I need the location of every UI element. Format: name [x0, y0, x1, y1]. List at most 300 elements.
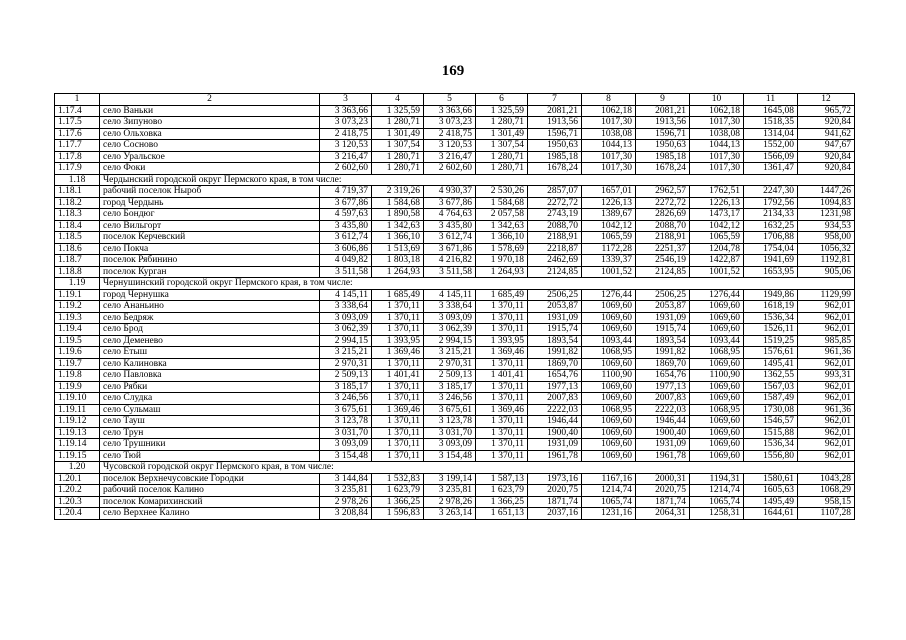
- value-cell: 1042,12: [582, 220, 636, 232]
- table-row: [55, 439, 855, 451]
- value-cell: 1961,78: [528, 450, 582, 462]
- column-header: 11: [744, 94, 798, 106]
- value-cell: 1 370,11: [476, 393, 528, 405]
- value-cell: 3 363,66: [320, 105, 372, 117]
- value-cell: 2007,83: [528, 393, 582, 405]
- value-cell: 993,31: [798, 370, 855, 382]
- value-cell: 1068,95: [582, 347, 636, 359]
- settlement-name: село Калиновка: [100, 358, 320, 370]
- value-cell: 2053,87: [528, 301, 582, 313]
- value-cell: 1 596,83: [372, 508, 424, 520]
- table-row: [55, 312, 855, 324]
- value-cell: 2020,75: [636, 485, 690, 497]
- value-cell: 1941,69: [744, 255, 798, 267]
- value-cell: 1 370,11: [372, 358, 424, 370]
- value-cell: 962,01: [798, 439, 855, 451]
- value-cell: 2462,69: [528, 255, 582, 267]
- row-number: 1.17.6: [55, 128, 100, 140]
- value-cell: 1 325,59: [476, 105, 528, 117]
- value-cell: 1 301,49: [476, 128, 528, 140]
- value-cell: 1314,04: [744, 128, 798, 140]
- value-cell: 2743,19: [528, 209, 582, 221]
- value-cell: 1566,09: [744, 151, 798, 163]
- value-cell: 1017,30: [690, 151, 744, 163]
- value-cell: 1069,60: [582, 427, 636, 439]
- value-cell: 1869,70: [528, 358, 582, 370]
- value-cell: 1214,74: [690, 485, 744, 497]
- value-cell: 1618,19: [744, 301, 798, 313]
- value-cell: 1526,11: [744, 324, 798, 336]
- value-cell: 1 325,59: [372, 105, 424, 117]
- settlement-name: поселок Комарихинский: [100, 496, 320, 508]
- value-cell: 2000,31: [636, 473, 690, 485]
- value-cell: 1017,30: [582, 163, 636, 175]
- value-cell: 1 513,69: [372, 243, 424, 255]
- value-cell: 1645,08: [744, 105, 798, 117]
- settlement-name: село Бедряж: [100, 312, 320, 324]
- value-cell: 1546,57: [744, 416, 798, 428]
- table-row: [55, 335, 855, 347]
- value-cell: 1069,60: [582, 312, 636, 324]
- value-cell: 2 970,31: [320, 358, 372, 370]
- value-cell: 1 370,11: [476, 381, 528, 393]
- value-cell: 1 370,11: [476, 358, 528, 370]
- column-header: 6: [476, 94, 528, 106]
- row-number: 1.19.14: [55, 439, 100, 451]
- value-cell: 2053,87: [636, 301, 690, 313]
- value-cell: 941,62: [798, 128, 855, 140]
- value-cell: 3 062,39: [424, 324, 476, 336]
- value-cell: 2222,03: [528, 404, 582, 416]
- value-cell: 2222,03: [636, 404, 690, 416]
- value-cell: 3 612,74: [424, 232, 476, 244]
- value-cell: 1 280,71: [372, 117, 424, 129]
- value-cell: 958,15: [798, 496, 855, 508]
- table-row: [55, 289, 855, 301]
- table-row: [55, 485, 855, 497]
- value-cell: 947,67: [798, 140, 855, 152]
- settlement-name: село Трушники: [100, 439, 320, 451]
- value-cell: 2 978,26: [320, 496, 372, 508]
- section-number: 1.20: [55, 462, 100, 474]
- row-number: 1.18.5: [55, 232, 100, 244]
- value-cell: 1100,90: [690, 370, 744, 382]
- value-cell: 1 280,71: [476, 163, 528, 175]
- value-cell: 3 215,21: [424, 347, 476, 359]
- value-cell: 1678,24: [636, 163, 690, 175]
- row-number: 1.19.15: [55, 450, 100, 462]
- value-cell: 4 930,37: [424, 186, 476, 198]
- value-cell: 1001,52: [690, 266, 744, 278]
- value-cell: 962,01: [798, 324, 855, 336]
- section-title: Чернушинский городской округ Пермского края, в том числе:: [100, 278, 855, 290]
- table-row: [55, 473, 855, 485]
- value-cell: 2 530,26: [476, 186, 528, 198]
- value-cell: 1 623,79: [372, 485, 424, 497]
- value-cell: 1762,51: [690, 186, 744, 198]
- value-cell: 3 675,61: [320, 404, 372, 416]
- row-number: 1.19.5: [55, 335, 100, 347]
- value-cell: 1069,60: [582, 439, 636, 451]
- value-cell: 1644,61: [744, 508, 798, 520]
- value-cell: 1017,30: [582, 151, 636, 163]
- table-row: [55, 105, 855, 117]
- table-row: [55, 243, 855, 255]
- table-row: [55, 151, 855, 163]
- value-cell: 1001,52: [582, 266, 636, 278]
- value-cell: 3 073,23: [424, 117, 476, 129]
- value-cell: 3 235,81: [424, 485, 476, 497]
- value-cell: 1 584,68: [476, 197, 528, 209]
- value-cell: 1107,28: [798, 508, 855, 520]
- value-cell: 1946,44: [528, 416, 582, 428]
- value-cell: 3 093,09: [424, 312, 476, 324]
- value-cell: 2506,25: [528, 289, 582, 301]
- value-cell: 2962,57: [636, 186, 690, 198]
- value-cell: 2088,70: [636, 220, 690, 232]
- value-cell: 1931,09: [528, 312, 582, 324]
- value-cell: 2251,37: [636, 243, 690, 255]
- value-cell: 1069,60: [690, 439, 744, 451]
- row-number: 1.19.1: [55, 289, 100, 301]
- value-cell: 1 369,46: [476, 347, 528, 359]
- value-cell: 2 970,31: [424, 358, 476, 370]
- column-header: 8: [582, 94, 636, 106]
- value-cell: 1 370,11: [476, 450, 528, 462]
- row-number: 1.20.1: [55, 473, 100, 485]
- value-cell: 4 597,63: [320, 209, 372, 221]
- row-number: 1.19.4: [55, 324, 100, 336]
- table-row: [55, 358, 855, 370]
- settlement-name: село Бондюг: [100, 209, 320, 221]
- value-cell: 2857,07: [528, 186, 582, 198]
- value-cell: 1069,60: [690, 358, 744, 370]
- column-header: 2: [100, 94, 320, 106]
- value-cell: 3 216,47: [424, 151, 476, 163]
- value-cell: 2 509,13: [320, 370, 372, 382]
- value-cell: 958,00: [798, 232, 855, 244]
- value-cell: 1 685,49: [476, 289, 528, 301]
- value-cell: 2134,33: [744, 209, 798, 221]
- value-cell: 3 154,48: [320, 450, 372, 462]
- settlement-name: село Сульмаш: [100, 404, 320, 416]
- settlement-name: село Трун: [100, 427, 320, 439]
- value-cell: 1706,88: [744, 232, 798, 244]
- value-cell: 2020,75: [528, 485, 582, 497]
- value-cell: 1950,63: [636, 140, 690, 152]
- value-cell: 920,84: [798, 117, 855, 129]
- value-cell: 3 606,86: [320, 243, 372, 255]
- value-cell: 1552,00: [744, 140, 798, 152]
- value-cell: 2 418,75: [424, 128, 476, 140]
- table-row: [55, 209, 855, 221]
- value-cell: 2 418,75: [320, 128, 372, 140]
- settlement-name: поселок Верхнечусовские Городки: [100, 473, 320, 485]
- table-row: [55, 266, 855, 278]
- row-number: 1.18.3: [55, 209, 100, 221]
- value-cell: 1069,60: [690, 312, 744, 324]
- settlement-name: село Покча: [100, 243, 320, 255]
- value-cell: 1069,60: [582, 301, 636, 313]
- value-cell: 4 145,11: [424, 289, 476, 301]
- settlement-name: село Фоки: [100, 163, 320, 175]
- settlement-name: город Чернушка: [100, 289, 320, 301]
- value-cell: 1 301,49: [372, 128, 424, 140]
- value-cell: 1 370,11: [476, 312, 528, 324]
- section-number: 1.18: [55, 174, 100, 186]
- value-cell: 1 280,71: [476, 151, 528, 163]
- value-cell: 1977,13: [636, 381, 690, 393]
- value-cell: 1871,74: [528, 496, 582, 508]
- value-cell: 1226,13: [690, 197, 744, 209]
- value-cell: 962,01: [798, 450, 855, 462]
- value-cell: 1226,13: [582, 197, 636, 209]
- value-cell: 1062,18: [582, 105, 636, 117]
- value-cell: 1065,59: [582, 232, 636, 244]
- value-cell: 1556,80: [744, 450, 798, 462]
- value-cell: 3 612,74: [320, 232, 372, 244]
- value-cell: 2 994,15: [320, 335, 372, 347]
- column-header: 3: [320, 94, 372, 106]
- value-cell: 3 363,66: [424, 105, 476, 117]
- settlement-name: село Тюй: [100, 450, 320, 462]
- value-cell: 2 602,60: [424, 163, 476, 175]
- value-cell: 1069,60: [582, 393, 636, 405]
- value-cell: 1194,31: [690, 473, 744, 485]
- value-cell: 962,01: [798, 301, 855, 313]
- value-cell: 1 264,93: [372, 266, 424, 278]
- value-cell: 1068,95: [690, 347, 744, 359]
- value-cell: 962,01: [798, 416, 855, 428]
- table-row: [55, 117, 855, 129]
- settlement-name: поселок Курган: [100, 266, 320, 278]
- value-cell: 1192,81: [798, 255, 855, 267]
- row-number: 1.19.7: [55, 358, 100, 370]
- value-cell: 1 970,18: [476, 255, 528, 267]
- value-cell: 1231,16: [582, 508, 636, 520]
- value-cell: 1 370,11: [476, 416, 528, 428]
- value-cell: 1069,60: [690, 393, 744, 405]
- value-cell: 1 532,83: [372, 473, 424, 485]
- value-cell: 3 208,84: [320, 508, 372, 520]
- table-row: [55, 128, 855, 140]
- value-cell: 2037,16: [528, 508, 582, 520]
- table-row: [55, 450, 855, 462]
- value-cell: 2 602,60: [320, 163, 372, 175]
- value-cell: 4 764,63: [424, 209, 476, 221]
- value-cell: 1 370,11: [476, 439, 528, 451]
- row-number: 1.19.8: [55, 370, 100, 382]
- table-row: [55, 381, 855, 393]
- value-cell: 1069,60: [582, 381, 636, 393]
- row-number: 1.18.8: [55, 266, 100, 278]
- value-cell: 3 154,48: [424, 450, 476, 462]
- value-cell: 1 370,11: [372, 301, 424, 313]
- value-cell: 1 342,63: [372, 220, 424, 232]
- value-cell: 1576,61: [744, 347, 798, 359]
- page-number: 169: [441, 63, 465, 79]
- value-cell: 1069,60: [582, 358, 636, 370]
- value-cell: 1985,18: [636, 151, 690, 163]
- value-cell: 1473,17: [690, 209, 744, 221]
- settlement-name: село Верхнее Калино: [100, 508, 320, 520]
- value-cell: 1017,30: [690, 117, 744, 129]
- value-cell: 3 246,56: [320, 393, 372, 405]
- value-cell: 1949,86: [744, 289, 798, 301]
- table-row: [55, 301, 855, 313]
- value-cell: 1068,29: [798, 485, 855, 497]
- row-number: 1.17.5: [55, 117, 100, 129]
- value-cell: 1038,08: [582, 128, 636, 140]
- value-cell: 1931,09: [528, 439, 582, 451]
- value-cell: 3 031,70: [320, 427, 372, 439]
- value-cell: 1069,60: [582, 416, 636, 428]
- value-cell: 1 370,11: [476, 301, 528, 313]
- value-cell: 3 435,80: [424, 220, 476, 232]
- value-cell: 3 338,64: [424, 301, 476, 313]
- value-cell: 1069,60: [690, 416, 744, 428]
- value-cell: 2088,70: [528, 220, 582, 232]
- value-cell: 1915,74: [528, 324, 582, 336]
- value-cell: 962,01: [798, 381, 855, 393]
- table-row: [55, 416, 855, 428]
- value-cell: 1518,35: [744, 117, 798, 129]
- value-cell: 3 123,78: [424, 416, 476, 428]
- value-cell: 1 280,71: [372, 151, 424, 163]
- value-cell: 2 057,58: [476, 209, 528, 221]
- value-cell: 1991,82: [636, 347, 690, 359]
- value-cell: 1913,56: [528, 117, 582, 129]
- value-cell: 1069,60: [690, 324, 744, 336]
- value-cell: 3 185,17: [320, 381, 372, 393]
- value-cell: 1093,44: [690, 335, 744, 347]
- value-cell: 1 370,11: [372, 450, 424, 462]
- settlement-name: рабочий поселок Ныроб: [100, 186, 320, 198]
- value-cell: 1730,08: [744, 404, 798, 416]
- value-cell: 1422,87: [690, 255, 744, 267]
- value-cell: 1596,71: [636, 128, 690, 140]
- settlement-name: село Ананьино: [100, 301, 320, 313]
- settlement-name: село Тауш: [100, 416, 320, 428]
- value-cell: 1065,59: [690, 232, 744, 244]
- settlement-name: село Сосново: [100, 140, 320, 152]
- value-cell: 962,01: [798, 393, 855, 405]
- value-cell: 1977,13: [528, 381, 582, 393]
- value-cell: 3 338,64: [320, 301, 372, 313]
- value-cell: 1657,01: [582, 186, 636, 198]
- settlement-name: село Деменево: [100, 335, 320, 347]
- value-cell: 1204,78: [690, 243, 744, 255]
- value-cell: 1062,18: [690, 105, 744, 117]
- row-number: 1.19.11: [55, 404, 100, 416]
- row-number: 1.19.6: [55, 347, 100, 359]
- value-cell: 1172,28: [582, 243, 636, 255]
- value-cell: 3 235,81: [320, 485, 372, 497]
- value-cell: 1495,41: [744, 358, 798, 370]
- value-cell: 3 073,23: [320, 117, 372, 129]
- value-cell: 1961,78: [636, 450, 690, 462]
- value-cell: 1754,04: [744, 243, 798, 255]
- value-cell: 905,06: [798, 266, 855, 278]
- value-cell: 1985,18: [528, 151, 582, 163]
- row-number: 1.19.13: [55, 427, 100, 439]
- value-cell: 3 062,39: [320, 324, 372, 336]
- value-cell: 1 366,25: [372, 496, 424, 508]
- value-cell: 1913,56: [636, 117, 690, 129]
- value-cell: 1389,67: [582, 209, 636, 221]
- table-row: [55, 496, 855, 508]
- value-cell: 1893,54: [528, 335, 582, 347]
- value-cell: 2272,72: [528, 197, 582, 209]
- value-cell: 1068,95: [582, 404, 636, 416]
- value-cell: 2 509,13: [424, 370, 476, 382]
- settlement-name: поселок Керчевский: [100, 232, 320, 244]
- section-title: Чусовской городской округ Пермского края, в том числе:: [100, 462, 855, 474]
- value-cell: 1 685,49: [372, 289, 424, 301]
- value-cell: 1 369,46: [372, 347, 424, 359]
- value-cell: 1792,56: [744, 197, 798, 209]
- settlement-name: село Ваньки: [100, 105, 320, 117]
- value-cell: 1065,74: [690, 496, 744, 508]
- value-cell: 2218,87: [528, 243, 582, 255]
- value-cell: 1536,34: [744, 439, 798, 451]
- row-number: 1.19.12: [55, 416, 100, 428]
- value-cell: 1 370,11: [372, 416, 424, 428]
- value-cell: 1991,82: [528, 347, 582, 359]
- value-cell: 1447,26: [798, 186, 855, 198]
- value-cell: 934,53: [798, 220, 855, 232]
- value-cell: 2124,85: [528, 266, 582, 278]
- value-cell: 2506,25: [636, 289, 690, 301]
- value-cell: 1339,37: [582, 255, 636, 267]
- settlement-name: село Слудка: [100, 393, 320, 405]
- value-cell: 3 199,14: [424, 473, 476, 485]
- value-cell: 1042,12: [690, 220, 744, 232]
- value-cell: 2247,30: [744, 186, 798, 198]
- table-row: [55, 427, 855, 439]
- value-cell: 1900,40: [636, 427, 690, 439]
- value-cell: 1 370,11: [372, 393, 424, 405]
- value-cell: 1362,55: [744, 370, 798, 382]
- value-cell: 1 587,13: [476, 473, 528, 485]
- value-cell: 2124,85: [636, 266, 690, 278]
- value-cell: 1580,61: [744, 473, 798, 485]
- value-cell: 1869,70: [636, 358, 690, 370]
- settlement-name: село Ольховка: [100, 128, 320, 140]
- value-cell: 1495,49: [744, 496, 798, 508]
- row-number: 1.18.6: [55, 243, 100, 255]
- value-cell: 4 049,82: [320, 255, 372, 267]
- value-cell: 1 366,10: [476, 232, 528, 244]
- value-cell: 1094,83: [798, 197, 855, 209]
- value-cell: 4 216,82: [424, 255, 476, 267]
- value-cell: 1654,76: [636, 370, 690, 382]
- table-row: [55, 508, 855, 520]
- value-cell: 962,01: [798, 312, 855, 324]
- table-row: [55, 393, 855, 405]
- value-cell: 1167,16: [582, 473, 636, 485]
- value-cell: 1515,88: [744, 427, 798, 439]
- value-cell: 3 677,86: [320, 197, 372, 209]
- table-row: [55, 197, 855, 209]
- value-cell: 1 803,18: [372, 255, 424, 267]
- column-header: 12: [798, 94, 855, 106]
- value-cell: 3 671,86: [424, 243, 476, 255]
- value-cell: 1 393,95: [372, 335, 424, 347]
- value-cell: 3 123,78: [320, 416, 372, 428]
- value-cell: 1973,16: [528, 473, 582, 485]
- value-cell: 2081,21: [636, 105, 690, 117]
